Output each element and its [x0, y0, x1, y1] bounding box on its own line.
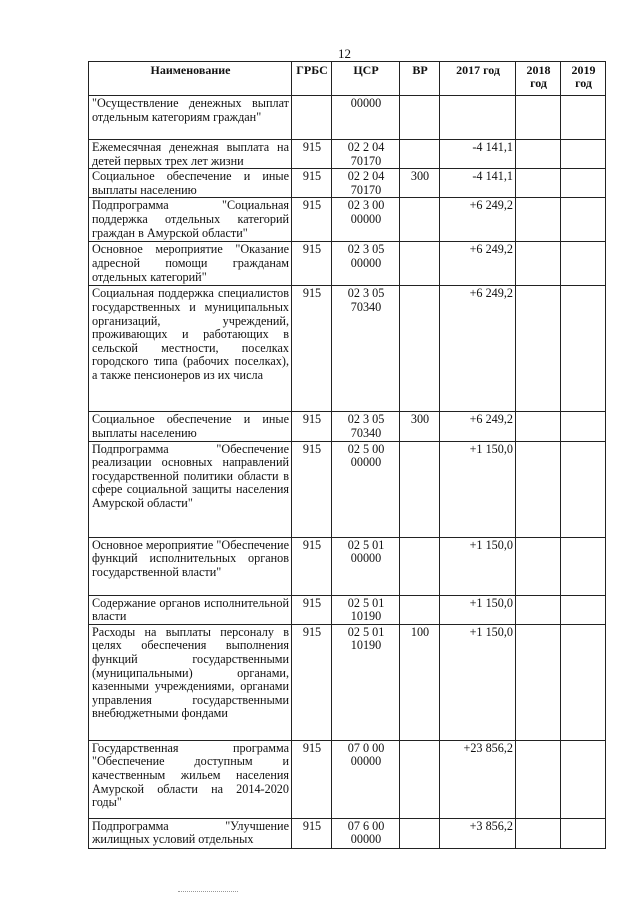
- row-grbs: 915: [292, 140, 332, 169]
- row-grbs: 915: [292, 818, 332, 848]
- row-2018: [516, 169, 561, 198]
- row-2019: [561, 818, 606, 848]
- row-csr: 07 6 00 00000: [332, 818, 400, 848]
- header-row: [89, 62, 606, 96]
- row-2019: [561, 441, 606, 537]
- row-2017: +6 249,2: [440, 286, 516, 412]
- row-2017: +6 249,2: [440, 242, 516, 286]
- row-grbs: 915: [292, 286, 332, 412]
- row-csr: 02 2 04 70170: [332, 169, 400, 198]
- row-2019: [561, 96, 606, 140]
- row-2017: +3 856,2: [440, 818, 516, 848]
- row-2019: [561, 412, 606, 441]
- row-name: Ежемесячная денежная выплата на детей первых трех лет жизни: [89, 140, 292, 169]
- row-2017: +1 150,0: [440, 537, 516, 595]
- row-csr: 00000: [332, 96, 400, 140]
- row-name: Содержание органов исполнительной власти: [89, 595, 292, 624]
- table-row: [89, 537, 606, 595]
- row-2018: [516, 537, 561, 595]
- row-csr: 02 5 01 10190: [332, 624, 400, 740]
- table-row: [89, 140, 606, 169]
- row-name: Социальное обеспечение и иные выплаты населению: [89, 169, 292, 198]
- row-vr: [400, 140, 440, 169]
- row-csr: 02 5 00 00000: [332, 441, 400, 537]
- page-number: 12: [338, 46, 351, 61]
- header-name: Наименование: [89, 62, 292, 96]
- row-vr: [400, 441, 440, 537]
- header-2019: 2019 год: [561, 62, 606, 96]
- table-row: [89, 96, 606, 140]
- header-grbs: ГРБС: [292, 62, 332, 96]
- row-csr: 07 0 00 00000: [332, 740, 400, 818]
- row-name: Подпрограмма "Улучшение жилищных условий отдельных: [89, 818, 292, 848]
- row-2018: [516, 441, 561, 537]
- row-csr: 02 5 01 10190: [332, 595, 400, 624]
- header-csr: ЦСР: [332, 62, 400, 96]
- table-row: [89, 286, 606, 412]
- row-grbs: 915: [292, 198, 332, 242]
- row-2017: +23 856,2: [440, 740, 516, 818]
- row-vr: [400, 96, 440, 140]
- row-2017: +1 150,0: [440, 624, 516, 740]
- row-2018: [516, 286, 561, 412]
- header-2017: 2017 год: [440, 62, 516, 96]
- row-vr: [400, 818, 440, 848]
- row-2018: [516, 198, 561, 242]
- row-vr: 300: [400, 169, 440, 198]
- row-name: Подпрограмма "Социальная поддержка отдельных категорий граждан в Амурской области": [89, 198, 292, 242]
- row-2018: [516, 412, 561, 441]
- row-2018: [516, 740, 561, 818]
- row-name: Социальная поддержка специалистов государственных и муниципальных организаций, учреждений, проживающих и работающих в сельской местности, поселках городского типа (рабочих поселках), а также пенсионеров из их числа: [89, 286, 292, 412]
- row-csr: 02 3 05 00000: [332, 242, 400, 286]
- row-vr: [400, 198, 440, 242]
- row-grbs: [292, 96, 332, 140]
- row-2019: [561, 537, 606, 595]
- table-row: [89, 818, 606, 848]
- table-row: [89, 412, 606, 441]
- row-grbs: 915: [292, 537, 332, 595]
- row-grbs: 915: [292, 595, 332, 624]
- row-2019: [561, 140, 606, 169]
- row-csr: 02 3 05 70340: [332, 412, 400, 441]
- row-csr: 02 2 04 70170: [332, 140, 400, 169]
- table-row: [89, 198, 606, 242]
- row-2019: [561, 242, 606, 286]
- row-vr: [400, 537, 440, 595]
- row-2018: [516, 96, 561, 140]
- row-vr: [400, 595, 440, 624]
- row-grbs: 915: [292, 242, 332, 286]
- row-grbs: 915: [292, 169, 332, 198]
- row-vr: [400, 740, 440, 818]
- footer-divider: [178, 891, 238, 892]
- table-row: [89, 242, 606, 286]
- row-vr: [400, 242, 440, 286]
- row-2019: [561, 286, 606, 412]
- table-row: [89, 595, 606, 624]
- row-2019: [561, 198, 606, 242]
- row-2017: +6 249,2: [440, 198, 516, 242]
- row-vr: [400, 286, 440, 412]
- row-name: Социальное обеспечение и иные выплаты населению: [89, 412, 292, 441]
- table-row: [89, 740, 606, 818]
- table-row: [89, 441, 606, 537]
- header-2018: 2018 год: [516, 62, 561, 96]
- row-2017: +1 150,0: [440, 595, 516, 624]
- header-vr: ВР: [400, 62, 440, 96]
- row-csr: 02 3 00 00000: [332, 198, 400, 242]
- row-2018: [516, 242, 561, 286]
- row-name: Основное мероприятие "Оказание адресной помощи гражданам отдельных категорий": [89, 242, 292, 286]
- row-grbs: 915: [292, 740, 332, 818]
- row-name: "Осуществление денежных выплат отдельным категориям граждан": [89, 96, 292, 140]
- table-row: [89, 624, 606, 740]
- row-2019: [561, 169, 606, 198]
- row-2018: [516, 818, 561, 848]
- row-csr: 02 3 05 70340: [332, 286, 400, 412]
- row-2018: [516, 624, 561, 740]
- budget-table: [88, 61, 606, 849]
- row-2019: [561, 595, 606, 624]
- row-2017: +6 249,2: [440, 412, 516, 441]
- row-grbs: 915: [292, 441, 332, 537]
- row-2018: [516, 140, 561, 169]
- row-2018: [516, 595, 561, 624]
- row-grbs: 915: [292, 412, 332, 441]
- row-name: Подпрограмма "Обеспечение реализации основных направлений государственной политики области в сфере социальной защиты населения Амурской области": [89, 441, 292, 537]
- row-2017: -4 141,1: [440, 169, 516, 198]
- row-name: Государственная программа "Обеспечение доступным и качественным жильем населения Амурской области на 2014-2020 годы": [89, 740, 292, 818]
- table-row: [89, 169, 606, 198]
- row-2019: [561, 740, 606, 818]
- row-2017: +1 150,0: [440, 441, 516, 537]
- row-grbs: 915: [292, 624, 332, 740]
- row-vr: 300: [400, 412, 440, 441]
- row-name: Основное мероприятие "Обеспечение функций исполнительных органов государственной власти": [89, 537, 292, 595]
- row-2017: [440, 96, 516, 140]
- row-2019: [561, 624, 606, 740]
- row-name: Расходы на выплаты персоналу в целях обеспечения выполнения функций государственными (муниципальными) органами, казенными учреждениями, органами управления государственными внебюджетными фондами: [89, 624, 292, 740]
- row-vr: 100: [400, 624, 440, 740]
- row-csr: 02 5 01 00000: [332, 537, 400, 595]
- row-2017: -4 141,1: [440, 140, 516, 169]
